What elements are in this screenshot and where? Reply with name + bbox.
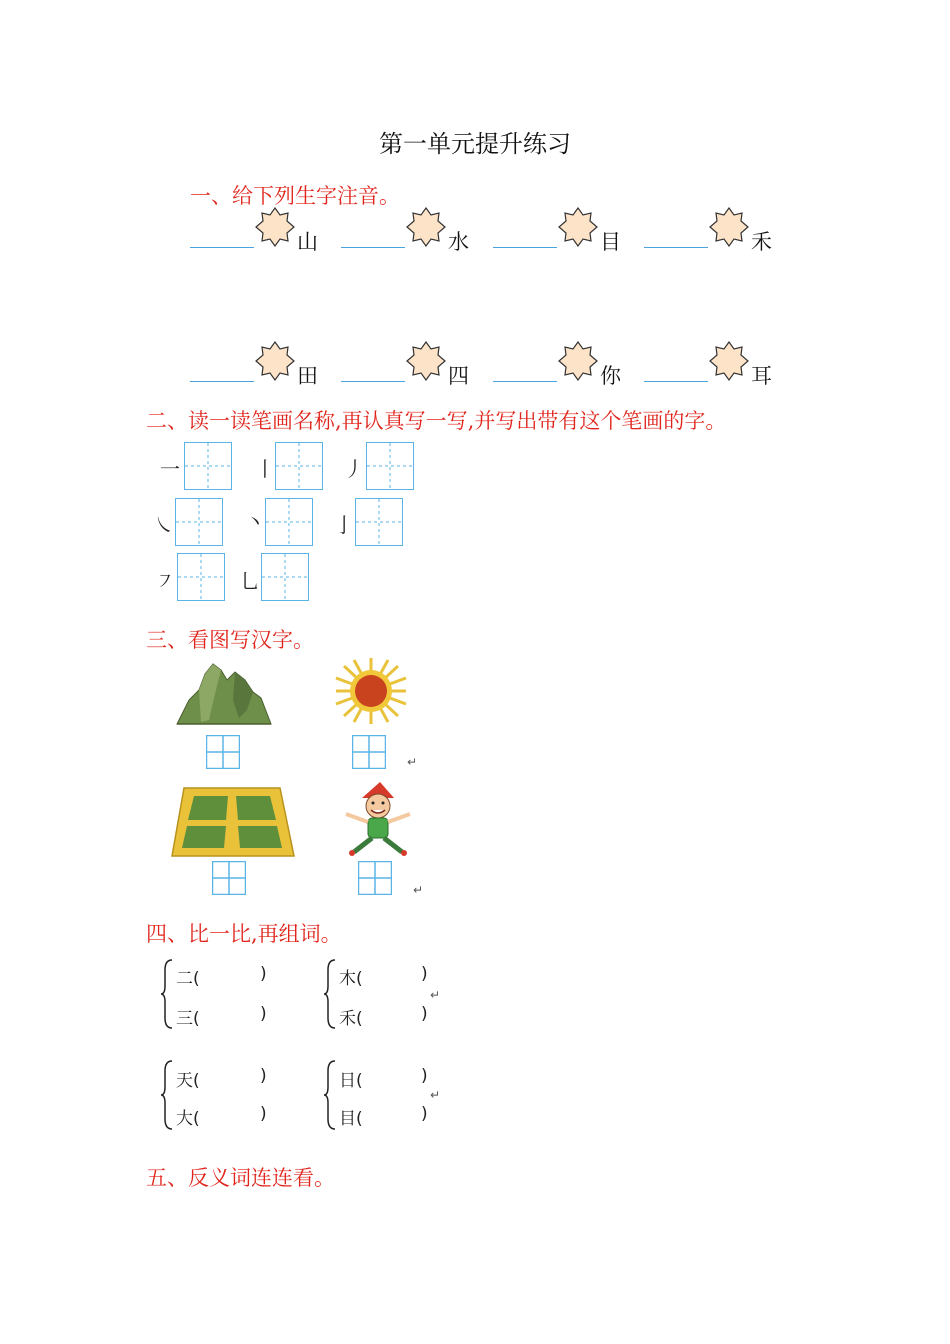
stroke-label: 丶 (245, 510, 265, 534)
stroke-label: 丨 (255, 457, 275, 481)
pinyin-char: 田 (297, 364, 318, 388)
brace-icon (160, 958, 174, 1030)
section-1-heading: 一、给下列生字注音。 (190, 184, 400, 208)
pinyin-blank[interactable] (190, 381, 254, 382)
stroke-label: 丿 (344, 457, 364, 481)
writing-grid[interactable] (352, 735, 386, 769)
pinyin-char: 水 (448, 230, 469, 254)
stroke-label: 乚 (240, 569, 260, 593)
paren-close: ) (260, 964, 267, 984)
pinyin-char: 山 (297, 230, 318, 254)
star-badge-icon (406, 341, 446, 381)
writing-grid[interactable] (175, 498, 223, 546)
pinyin-blank[interactable] (341, 247, 405, 248)
writing-grid[interactable] (184, 442, 232, 490)
pinyin-blank[interactable] (644, 247, 708, 248)
stroke-label: 一 (160, 457, 180, 481)
star-badge-icon (558, 207, 598, 247)
paren-close: ) (421, 1004, 428, 1024)
star-badge-icon (406, 207, 446, 247)
pinyin-char: 四 (448, 364, 469, 388)
paren-close: ) (260, 1004, 267, 1024)
paren-close: ) (260, 1066, 267, 1086)
paren-close: ) (421, 1066, 428, 1086)
star-badge-icon (709, 341, 749, 381)
brace-icon (160, 1059, 174, 1131)
page-title: 第一单元提升练习 (379, 130, 571, 158)
pinyin-char: 你 (600, 364, 621, 388)
writing-grid[interactable] (265, 498, 313, 546)
pinyin-char: 耳 (751, 364, 772, 388)
return-mark: ↵ (407, 755, 418, 769)
star-badge-icon (255, 341, 295, 381)
section-2-heading: 二、读一读笔画名称,再认真写一写,并写出带有这个笔画的字。 (146, 409, 727, 433)
writing-grid[interactable] (177, 553, 225, 601)
section-4-heading: 四、比一比,再组词。 (146, 922, 342, 946)
paren-close: ) (421, 964, 428, 984)
writing-grid[interactable] (275, 442, 323, 490)
return-mark: ↵ (430, 1088, 441, 1102)
pinyin-char: 禾 (751, 230, 772, 254)
section-3-heading: 三、看图写汉字。 (146, 628, 314, 652)
pinyin-char: 目 (600, 230, 621, 254)
star-badge-icon (709, 207, 749, 247)
pinyin-blank[interactable] (493, 381, 557, 382)
writing-grid[interactable] (358, 861, 392, 895)
paren-close: ) (260, 1104, 267, 1124)
mountain-icon (175, 660, 273, 726)
child-icon (340, 780, 416, 858)
writing-grid[interactable] (261, 553, 309, 601)
pinyin-blank[interactable] (644, 381, 708, 382)
stroke-label: 亅 (334, 513, 354, 537)
writing-grid[interactable] (212, 861, 246, 895)
field-icon (170, 784, 296, 860)
writing-grid[interactable] (366, 442, 414, 490)
pair-word: 禾( (339, 1009, 363, 1029)
writing-grid[interactable] (355, 498, 403, 546)
brace-icon (323, 958, 337, 1030)
pair-word: 日( (339, 1071, 363, 1091)
stroke-label: ㇏ (154, 513, 174, 537)
star-badge-icon (558, 341, 598, 381)
brace-icon (323, 1059, 337, 1131)
stroke-label: ㇇ (155, 569, 175, 593)
section-5-heading: 五、反义词连连看。 (146, 1166, 335, 1190)
return-mark: ↵ (430, 988, 441, 1002)
pair-word: 木( (339, 969, 363, 989)
return-mark: ↵ (413, 883, 424, 897)
paren-close: ) (421, 1104, 428, 1124)
writing-grid[interactable] (206, 735, 240, 769)
pinyin-blank[interactable] (493, 247, 557, 248)
pair-word: 目( (339, 1109, 363, 1129)
sun-icon (332, 656, 410, 726)
pair-word: 天( (176, 1071, 200, 1091)
pinyin-blank[interactable] (190, 247, 254, 248)
pair-word: 三( (176, 1009, 200, 1029)
pair-word: 二( (176, 969, 200, 989)
pair-word: 大( (176, 1109, 200, 1129)
star-badge-icon (255, 207, 295, 247)
pinyin-blank[interactable] (341, 381, 405, 382)
